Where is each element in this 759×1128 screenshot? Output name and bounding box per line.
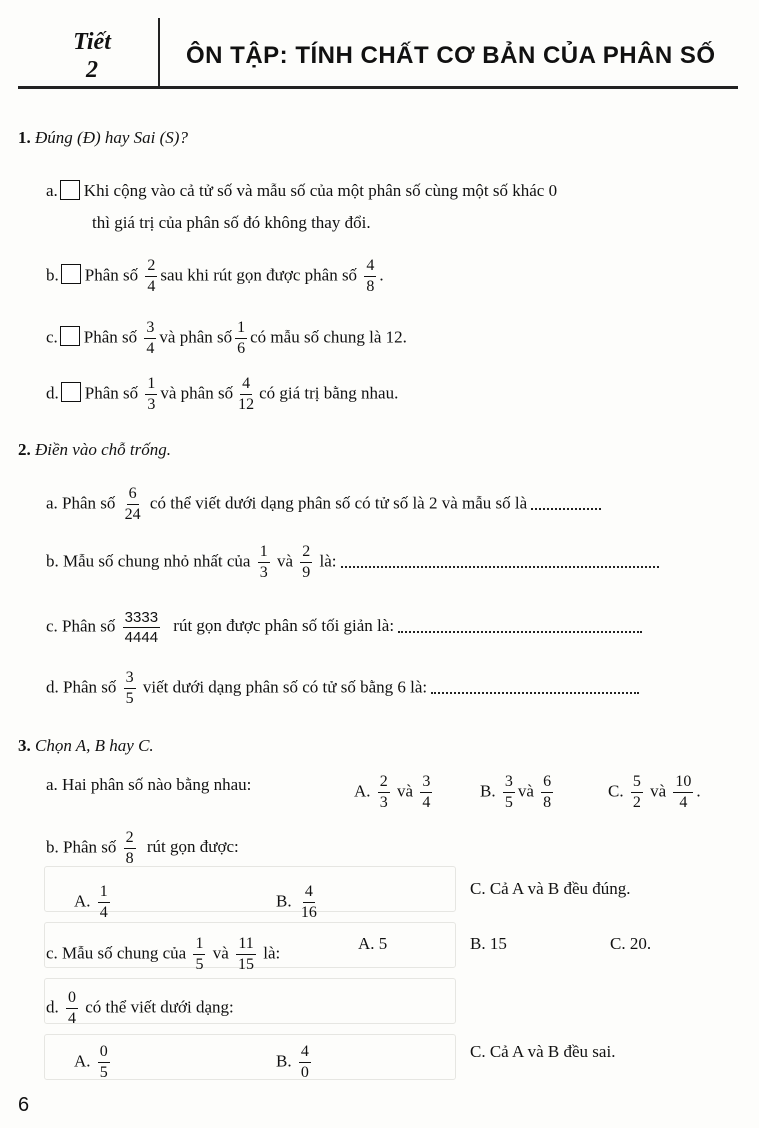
s3-a-option-c[interactable] — [608, 774, 701, 811]
numerator: 4 — [299, 1044, 311, 1063]
conjunction: và — [650, 781, 667, 801]
answer-blank[interactable] — [341, 558, 659, 568]
numerator: 5 — [631, 774, 643, 793]
item-text: Khi cộng vào cả tử số và mẫu số của một phân số cùng một số khác 0 — [83, 181, 558, 200]
item-text: Phân số — [63, 677, 117, 697]
answer-checkbox[interactable] — [60, 326, 80, 346]
fraction — [364, 258, 376, 295]
s2-item-d — [46, 670, 639, 707]
section-1-heading — [18, 128, 188, 148]
item-text: Phân số — [84, 265, 139, 285]
numerator: 2 — [145, 258, 157, 277]
conjunction: và — [517, 781, 534, 801]
item-text: và — [276, 551, 293, 571]
s2-item-a — [46, 486, 601, 523]
answer-blank[interactable] — [398, 623, 642, 633]
denominator: 4 — [422, 794, 431, 811]
item-text: viết dưới dạng phân số có tử số bằng 6 là: — [142, 677, 428, 697]
section-title: Đúng (Đ) hay Sai (S)? — [35, 128, 188, 147]
s3-item-b — [46, 830, 239, 867]
item-text: có thể viết dưới dạng phân số có tử số là 2 và mẫu số là — [149, 493, 528, 513]
denominator: 5 — [195, 956, 204, 973]
answer-blank[interactable] — [431, 684, 639, 694]
option-letter: C. — [608, 781, 624, 801]
numerator: 6 — [127, 486, 139, 505]
numerator: 3 — [503, 774, 515, 793]
fraction — [145, 258, 157, 295]
fraction — [123, 486, 143, 523]
fraction — [98, 1044, 110, 1081]
s3-item-a — [46, 774, 251, 796]
item-text: sau khi rút gọn được phân số — [160, 265, 358, 285]
s3-c-option-a[interactable]: A. 5 — [358, 934, 388, 953]
fraction — [145, 376, 157, 413]
s3-b-option-a[interactable] — [74, 884, 113, 921]
s1-item-d — [46, 376, 398, 413]
denominator: 8 — [543, 794, 552, 811]
lesson-label — [62, 28, 122, 84]
denominator: 4 — [99, 904, 108, 921]
section-number: 3. — [18, 736, 31, 755]
section-2-heading — [18, 440, 171, 460]
s1-item-c — [46, 320, 407, 357]
header-rule — [18, 86, 738, 89]
numerator: 6 — [541, 774, 553, 793]
option-letter: B. — [480, 781, 496, 801]
item-label: b. — [46, 837, 59, 857]
item-text: là: — [319, 551, 337, 571]
header-divider — [158, 18, 160, 86]
s1-item-b — [46, 258, 384, 295]
question-text: có thể viết dưới dạng: — [85, 997, 234, 1017]
numerator: 1 — [98, 884, 110, 903]
item-label: d. — [46, 677, 59, 697]
item-text: có giá trị bằng nhau. — [259, 383, 399, 403]
item-label: a. — [46, 493, 58, 513]
section-number: 1. — [18, 128, 31, 147]
fraction — [236, 376, 256, 413]
item-text: Phân số — [62, 493, 116, 513]
numerator: 0 — [98, 1044, 110, 1063]
denominator: 4444 — [124, 629, 159, 646]
option-letter: A. — [354, 781, 371, 801]
denominator: 3 — [147, 396, 156, 413]
item-text: và phân số — [160, 383, 234, 403]
item-label: c. — [46, 616, 58, 636]
fraction — [193, 936, 205, 973]
denominator: 3 — [259, 564, 268, 581]
item-text: rút gọn được phân số tối giản là: — [173, 616, 395, 636]
denominator: 3 — [379, 794, 388, 811]
question-text: Hai phân số nào bằng nhau: — [62, 775, 252, 794]
fraction — [123, 610, 160, 645]
s1-item-a — [46, 180, 557, 202]
numerator: 2 — [378, 774, 390, 793]
denominator: 4 — [146, 340, 155, 357]
numerator: 2 — [124, 830, 136, 849]
denominator: 4 — [679, 794, 688, 811]
s3-item-d — [46, 990, 234, 1027]
item-text: có mẫu số chung là 12. — [250, 327, 407, 347]
option-letter: A. — [74, 891, 91, 911]
s3-item-c — [46, 936, 280, 973]
denominator: 15 — [238, 956, 255, 973]
denominator: 8 — [125, 850, 134, 867]
question-text: Mẫu số chung của — [62, 943, 187, 963]
s3-c-option-c[interactable]: C. 20. — [610, 934, 652, 953]
section-title: Chọn A, B hay C. — [35, 736, 154, 755]
question-text: rút gọn được: — [146, 837, 239, 857]
question-text: Phân số — [63, 837, 117, 857]
denominator: 0 — [300, 1064, 309, 1081]
item-text: và phân số — [159, 327, 233, 347]
s3-b-option-c[interactable]: C. Cả A và B đều đúng. — [470, 879, 631, 898]
fraction — [144, 320, 156, 357]
s3-d-option-a[interactable] — [74, 1044, 113, 1081]
numerator: 1 — [258, 544, 270, 563]
numerator: 1 — [145, 376, 157, 395]
fraction — [420, 774, 432, 811]
denominator: 24 — [124, 506, 141, 523]
numerator: 3 — [144, 320, 156, 339]
denominator: 8 — [366, 278, 375, 295]
s3-c-option-b[interactable]: B. 15 — [470, 934, 507, 953]
section-3-heading — [18, 736, 154, 756]
fraction — [299, 884, 319, 921]
item-text: Phân số — [84, 383, 139, 403]
fraction — [235, 320, 247, 357]
fraction — [300, 544, 312, 581]
numerator: 3 — [124, 670, 136, 689]
numerator: 0 — [66, 990, 78, 1009]
denominator: 16 — [300, 904, 317, 921]
item-label: c. — [46, 327, 58, 347]
item-label: b. — [46, 551, 59, 571]
fraction — [541, 774, 553, 811]
fraction — [258, 544, 270, 581]
item-text: Phân số — [62, 616, 116, 636]
numerator: 2 — [300, 544, 312, 563]
fraction — [299, 1044, 311, 1081]
answer-checkbox[interactable] — [61, 264, 81, 284]
item-label: a. — [46, 775, 58, 794]
fraction — [503, 774, 515, 811]
question-text: là: — [263, 943, 281, 963]
fraction — [673, 774, 693, 811]
denominator: 5 — [504, 794, 513, 811]
denominator: 4 — [68, 1010, 76, 1027]
page-title: ÔN TẬP: TÍNH CHẤT CƠ BẢN CỦA PHÂN SỐ — [186, 42, 716, 69]
answer-blank[interactable] — [531, 500, 601, 510]
option-letter: B. — [276, 891, 292, 911]
numerator: 1 — [235, 320, 247, 339]
fraction — [66, 990, 78, 1027]
numerator: 10 — [673, 774, 693, 793]
section-title: Điền vào chỗ trống. — [35, 440, 171, 459]
punctuation: . — [696, 781, 701, 801]
fraction — [631, 774, 643, 811]
fraction — [236, 936, 256, 973]
item-label: d. — [46, 997, 59, 1017]
conjunction: và — [397, 781, 414, 801]
numerator: 4 — [240, 376, 252, 395]
numerator: 11 — [236, 936, 255, 955]
conjunction: và — [212, 943, 229, 963]
denominator: 6 — [237, 340, 246, 357]
numerator: 3333 — [124, 609, 159, 626]
denominator: 4 — [147, 278, 156, 295]
denominator: 5 — [125, 690, 134, 707]
denominator: 2 — [632, 794, 641, 811]
denominator: 5 — [99, 1064, 108, 1081]
s3-b-option-b[interactable] — [276, 884, 322, 921]
s3-d-option-b[interactable] — [276, 1044, 314, 1081]
item-label: b. — [46, 265, 59, 285]
lesson-word: Tiết — [73, 29, 111, 55]
item-text: Phân số — [83, 327, 138, 347]
denominator: 12 — [238, 396, 255, 413]
s2-item-b — [46, 544, 659, 581]
s1-item-a-cont: thì giá trị của phân số đó không thay đổi. — [92, 213, 371, 232]
numerator: 3 — [420, 774, 432, 793]
s2-item-c — [46, 610, 642, 645]
s3-a-option-b[interactable] — [480, 774, 556, 811]
page-number: 6 — [18, 1094, 30, 1116]
item-label: a. — [46, 181, 58, 200]
answer-checkbox[interactable] — [61, 382, 81, 402]
item-label: c. — [46, 943, 58, 963]
denominator: 9 — [302, 564, 311, 581]
fraction — [378, 774, 390, 811]
item-label: d. — [46, 383, 59, 403]
option-letter: A. — [74, 1051, 91, 1071]
fraction — [124, 670, 136, 707]
item-text: . — [379, 265, 384, 285]
answer-checkbox[interactable] — [60, 180, 80, 200]
numerator: 4 — [364, 258, 376, 277]
s3-d-option-c[interactable]: C. Cả A và B đều sai. — [470, 1042, 616, 1061]
numerator: 4 — [303, 884, 315, 903]
s3-a-option-a[interactable] — [354, 774, 435, 811]
section-number: 2. — [18, 440, 31, 459]
fraction — [98, 884, 110, 921]
fraction — [124, 830, 136, 867]
option-letter: B. — [276, 1051, 292, 1071]
lesson-number: 2 — [86, 57, 98, 83]
item-text: Mẫu số chung nhỏ nhất của — [63, 551, 251, 571]
numerator: 1 — [193, 936, 205, 955]
